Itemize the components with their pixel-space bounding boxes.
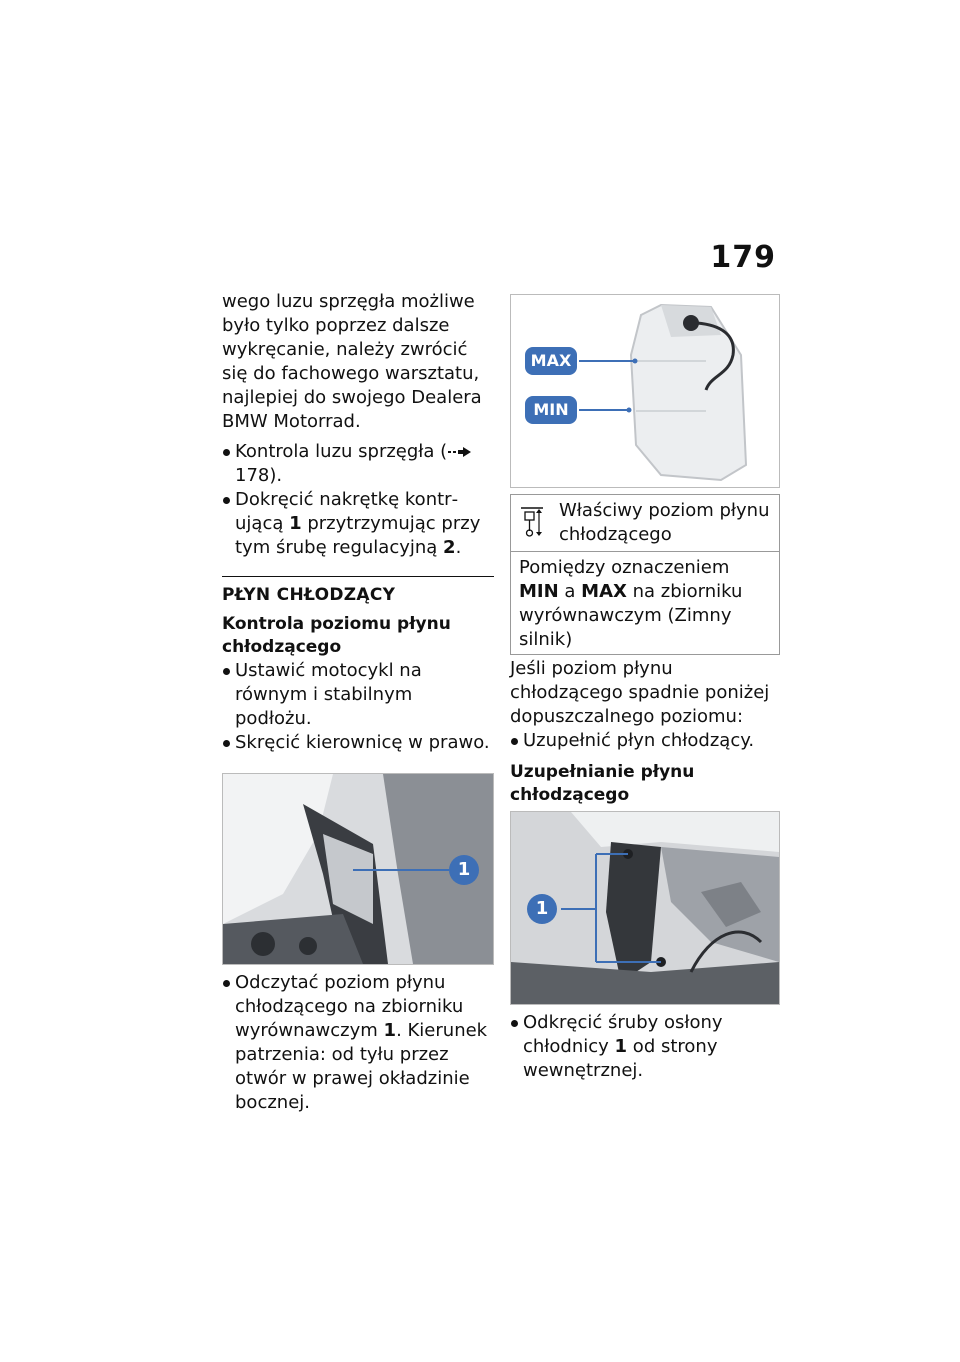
list-item-text: Odkręcić śruby osłony chłodnicy xyxy=(523,1012,723,1057)
list-item: Ustawić motocykl na równym i stabilnym podłożu. xyxy=(222,659,494,731)
spec-header xyxy=(511,495,779,552)
spec-value xyxy=(511,552,779,654)
unscrew-list xyxy=(510,1011,780,1083)
right-column xyxy=(510,290,780,1083)
page-number: 179 xyxy=(710,240,776,275)
spec-min: MIN xyxy=(519,581,559,602)
spec-text: a xyxy=(558,581,582,602)
topup-list xyxy=(510,729,780,753)
callout-badge: 1 xyxy=(449,855,479,885)
spec-box xyxy=(510,494,780,655)
spec-max: MAX xyxy=(581,581,627,602)
section-divider xyxy=(222,576,494,577)
low-level-paragraph: Jeśli poziom płynu chłodzącego spadnie poniżej dopuszczalnego poziomu: xyxy=(510,658,770,727)
subsection-title: Kontrola poziomu płynu chłodzącego xyxy=(222,614,451,657)
spec-title: Właściwy poziom płynu chłodzącego xyxy=(559,500,770,545)
list-item: Uzupełnić płyn chłodzący. xyxy=(510,729,780,753)
list-item-read xyxy=(222,971,494,1115)
read-list xyxy=(222,971,494,1115)
spec-text: Pomiędzy oznaczeniem xyxy=(519,557,730,578)
list-item-text: Kontrola luzu sprzęgła ( xyxy=(235,441,448,462)
list-item-text: Odczytać poziom płynu chłodzącego na zbiorniku wyrównawczym xyxy=(235,972,464,1041)
section-title: PŁYN CHŁODZĄCY xyxy=(222,585,396,605)
min-label: MIN xyxy=(525,396,577,424)
list-item-tighten xyxy=(222,488,494,560)
figure-side-panel xyxy=(222,773,494,965)
ref-number: 1 xyxy=(289,513,302,534)
list-item-text: przytrzymując przy tym śrubę regulacyjną xyxy=(235,513,481,558)
ref-number: 2 xyxy=(443,537,456,558)
list-item: Skręcić kierownicę w prawo. xyxy=(222,731,494,755)
ref-number: 1 xyxy=(614,1036,628,1057)
page-reference[interactable]: 178). xyxy=(235,465,283,486)
list-item-text: . xyxy=(455,537,462,558)
arrow-ref-icon xyxy=(447,441,473,462)
spec-text: na zbiorniku wyrównawczym (Zimny silnik) xyxy=(519,581,743,650)
intro-paragraph: wego luzu sprzęgła możliwe było tylko poprzez dalsze wykręcanie, należy zwrócić się do fachowego warsztatu, najlepiej do swojego Dealera BMW Motorrad. xyxy=(222,291,482,432)
ref-number: 1 xyxy=(383,1020,397,1041)
figure-coolant-tank xyxy=(510,294,780,488)
subsection-title: Uzupełnianie płynu chłodzącego xyxy=(510,762,695,805)
list-item-text: od strony wewnętrznej. xyxy=(523,1036,718,1081)
check-list xyxy=(222,440,494,560)
list-item-unscrew xyxy=(510,1011,780,1083)
thermometer-level-icon xyxy=(519,499,559,547)
list-item-text: . Kierunek patrzenia: od tyłu przez otwór w prawej okładzinie bocznej. xyxy=(235,1020,488,1113)
list-item-text: Dokręcić nakrętkę kontrującą xyxy=(235,489,459,534)
callout-badge: 1 xyxy=(527,894,557,924)
figure-radiator-cover xyxy=(510,811,780,1005)
left-column xyxy=(222,290,494,1115)
max-label: MAX xyxy=(525,347,577,375)
list-item-check xyxy=(222,440,494,488)
prep-list xyxy=(222,659,494,755)
